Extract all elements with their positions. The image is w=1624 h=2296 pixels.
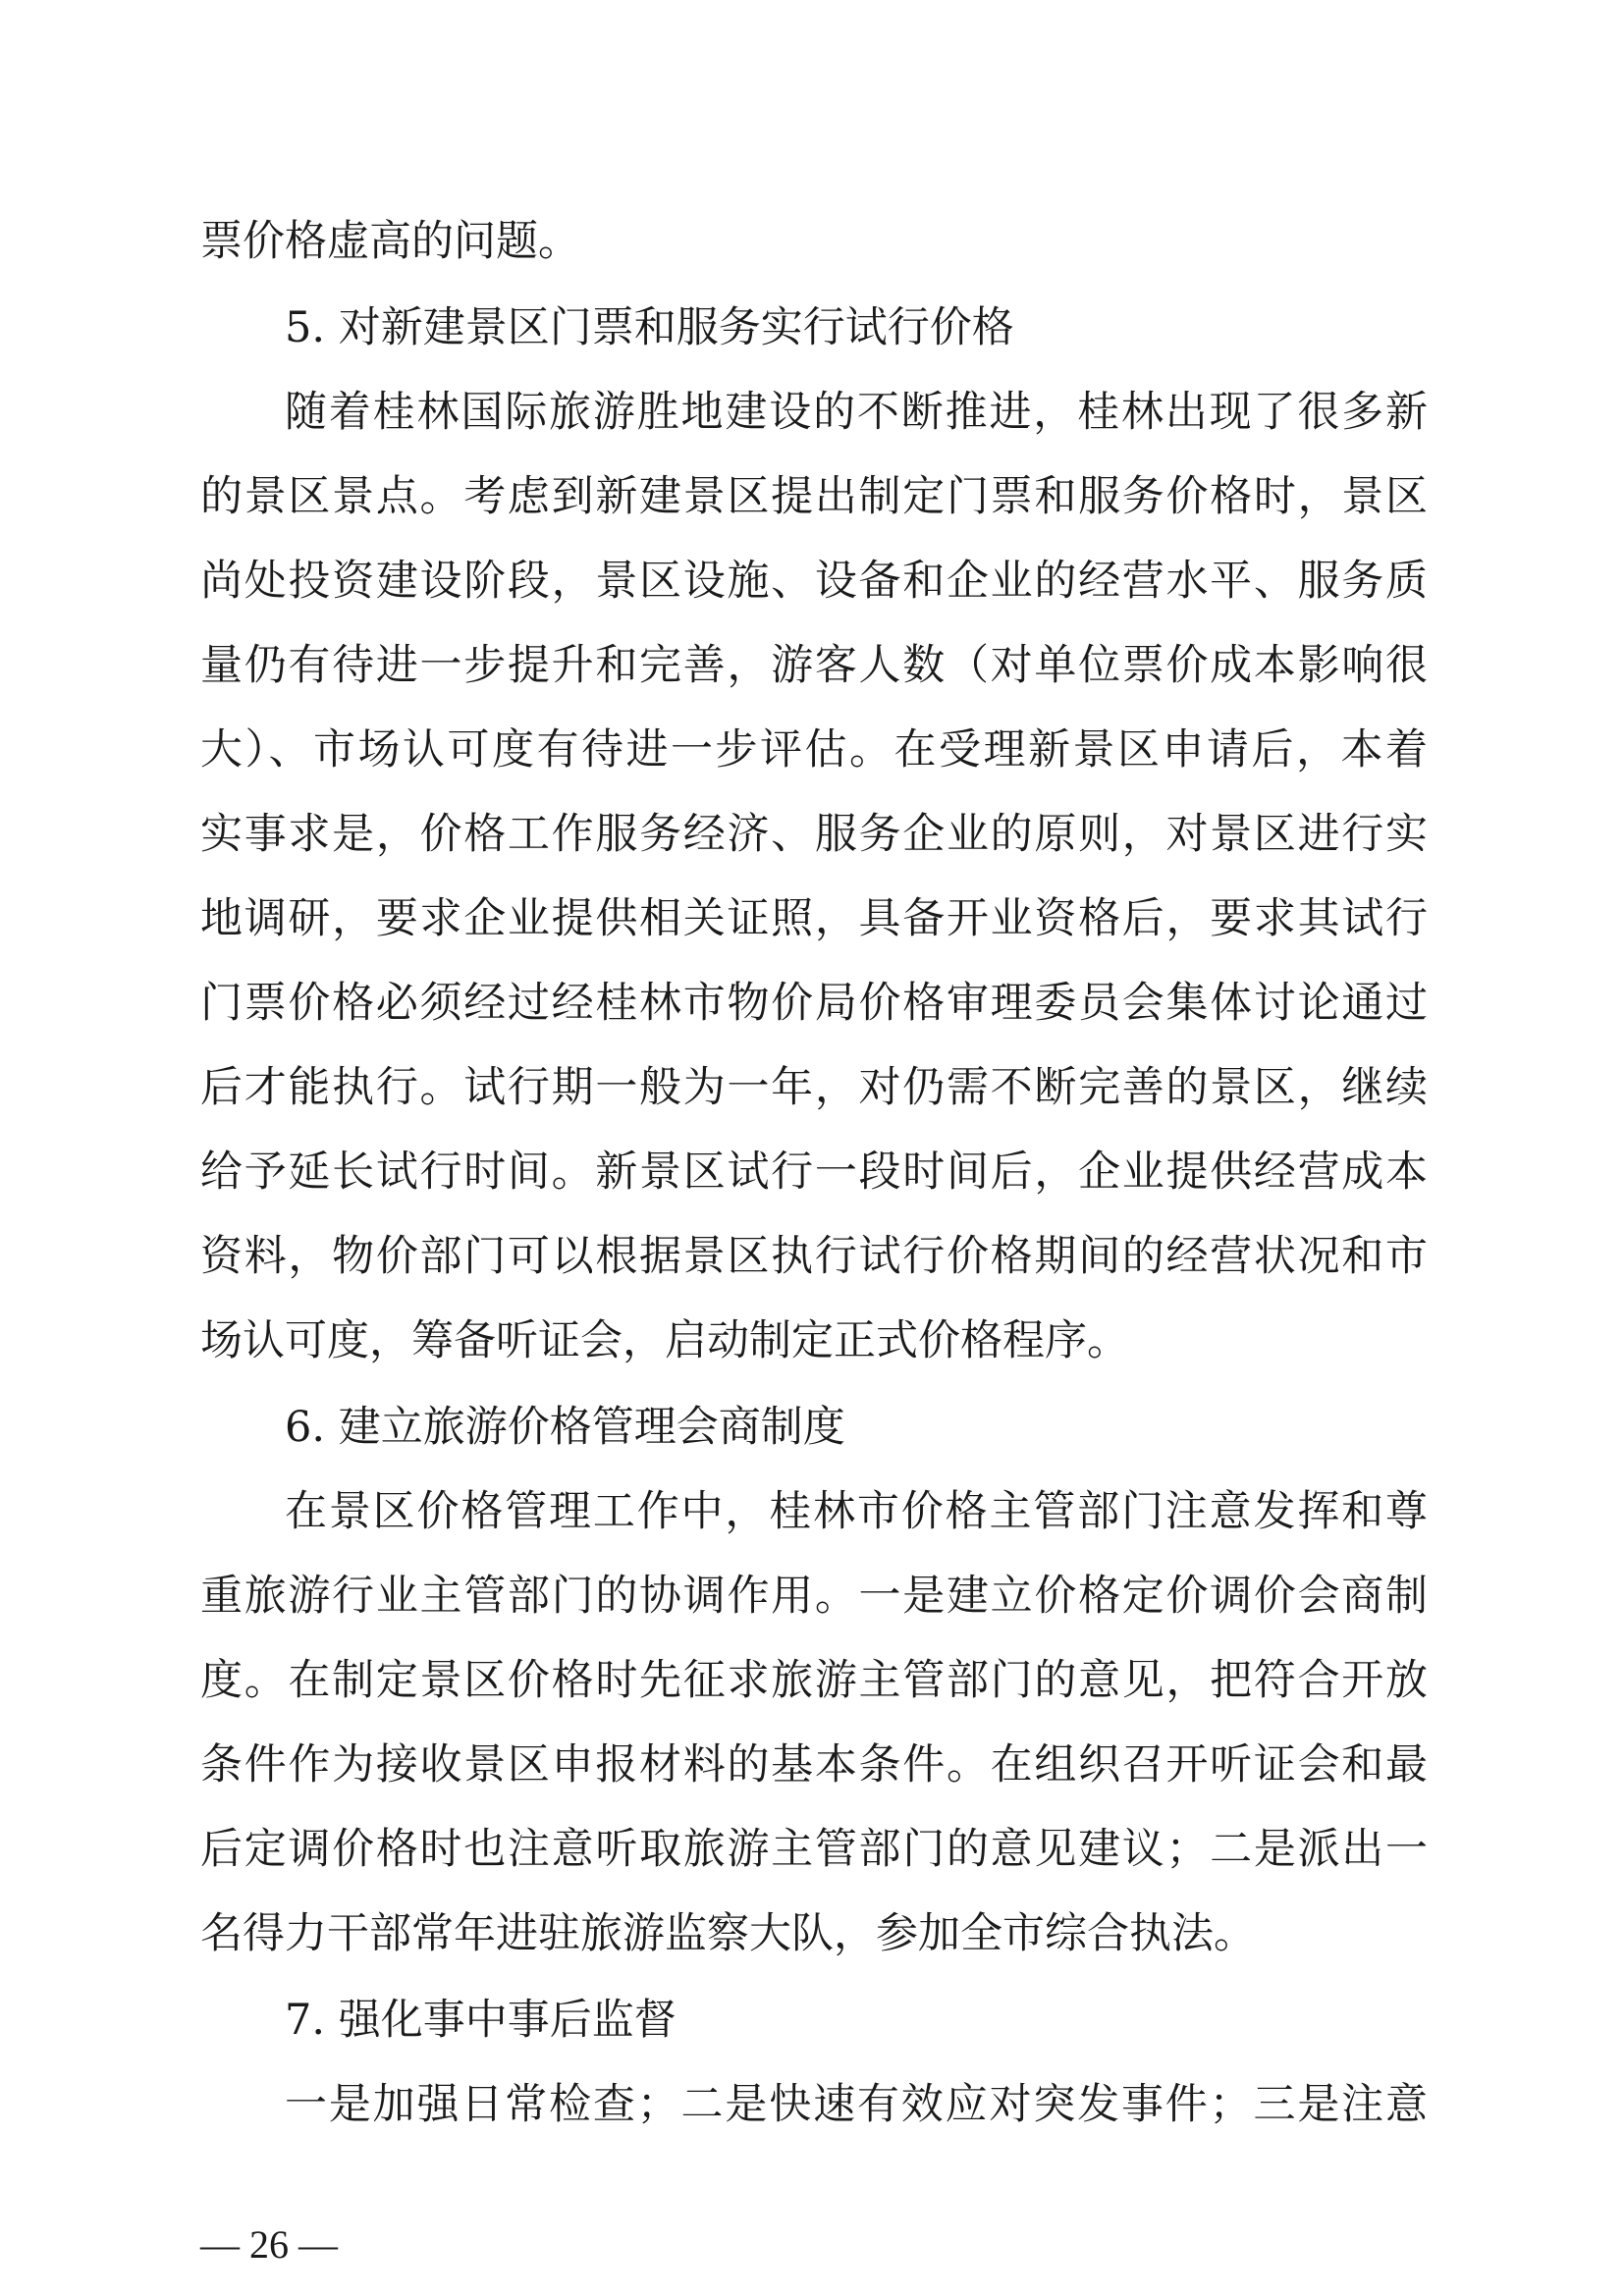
- paragraph-line: 名得力干部常年进驻旅游监察大队，参加全市综合执法。: [200, 1909, 1256, 1958]
- paragraph-line: 条件作为接收景区申报材料的基本条件。在组织召开听证会和最: [200, 1740, 1428, 1789]
- section-heading-6: 6. 建立旅游价格管理会商制度: [285, 1403, 845, 1452]
- paragraph-line: 后才能执行。试行期一般为一年，对仍需不断完善的景区，继续: [200, 1063, 1428, 1112]
- paragraph-line: 地调研，要求企业提供相关证照，具备开业资格后，要求其试行: [200, 894, 1428, 943]
- page-number: — 26 —: [200, 2222, 338, 2267]
- paragraph-line: 重旅游行业主管部门的协调作用。一是建立价格定价调价会商制: [200, 1572, 1428, 1621]
- paragraph-line: 票价格虚高的问题。: [200, 217, 580, 266]
- paragraph-line: 度。在制定景区价格时先征求旅游主管部门的意见，把符合开放: [200, 1656, 1428, 1705]
- paragraph-line: 后定调价格时也注意听取旅游主管部门的意见建议；二是派出一: [200, 1825, 1428, 1874]
- paragraph-line: 大）、市场认可度有待进一步评估。在受理新景区申请后，本着: [200, 725, 1428, 774]
- section-heading-7: 7. 强化事中事后监督: [285, 1996, 677, 2045]
- paragraph-line: 一是加强日常检查；二是快速有效应对突发事件；三是注意: [285, 2080, 1428, 2129]
- paragraph-line: 随着桂林国际旅游胜地建设的不断推进，桂林出现了很多新: [285, 388, 1428, 437]
- paragraph-line: 给予延长试行时间。新景区试行一段时间后，企业提供经营成本: [200, 1148, 1428, 1197]
- paragraph-line: 量仍有待进一步提升和完善，游客人数（对单位票价成本影响很: [200, 641, 1428, 690]
- paragraph-line: 门票价格必须经过经桂林市物价局价格审理委员会集体讨论通过: [200, 979, 1428, 1028]
- paragraph-line: 实事求是，价格工作服务经济、服务企业的原则，对景区进行实: [200, 810, 1428, 859]
- paragraph-line: 的景区景点。考虑到新建景区提出制定门票和服务价格时，景区: [200, 472, 1428, 521]
- paragraph-line: 资料，物价部门可以根据景区执行试行价格期间的经营状况和市: [200, 1232, 1428, 1281]
- section-heading-5: 5. 对新建景区门票和服务实行试行价格: [285, 303, 1014, 352]
- paragraph-line: 尚处投资建设阶段，景区设施、设备和企业的经营水平、服务质: [200, 557, 1428, 606]
- paragraph-line: 在景区价格管理工作中，桂林市价格主管部门注意发挥和尊: [285, 1487, 1428, 1536]
- paragraph-line: 场认可度，筹备听证会，启动制定正式价格程序。: [200, 1316, 1129, 1365]
